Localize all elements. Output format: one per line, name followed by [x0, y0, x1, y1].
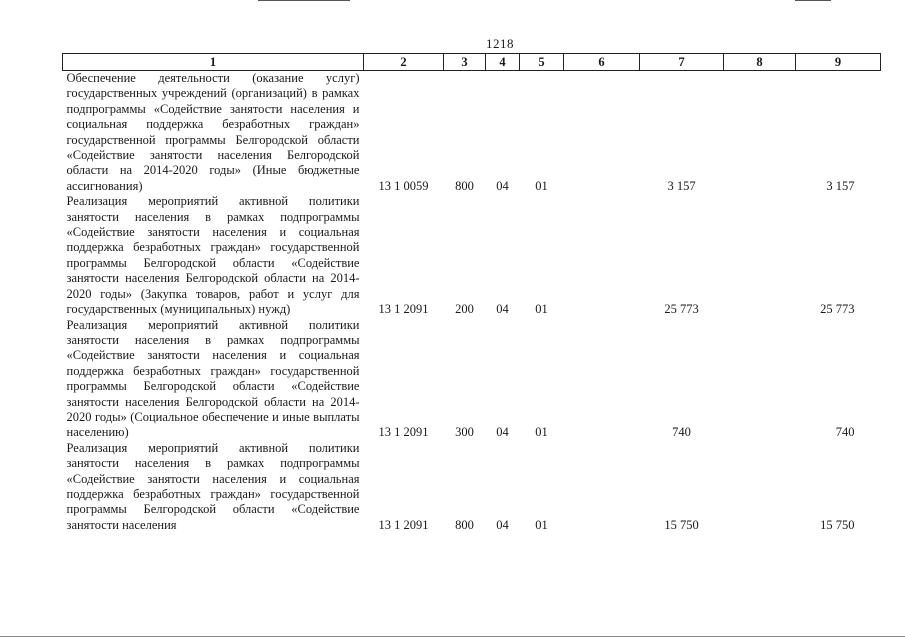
header-col-9: 9: [796, 54, 881, 71]
row-section: 04: [496, 302, 509, 317]
row-subsection: 01: [535, 517, 548, 532]
table-row: [63, 318, 881, 441]
budget-table: [62, 53, 881, 533]
header-col-1: 1: [63, 54, 364, 71]
row-col9: 25 773: [820, 302, 855, 317]
row-col7: 740: [672, 425, 691, 440]
row-col9: 3 157: [826, 178, 855, 193]
row-expense-type: 200: [455, 302, 474, 317]
scan-mark-top-left: [258, 0, 350, 1]
table-row: [63, 71, 881, 195]
header-col-5: 5: [520, 54, 564, 71]
page-number: 1218: [486, 36, 514, 51]
row-subsection: 01: [535, 425, 548, 440]
row-expense-type: 300: [455, 425, 474, 440]
scan-mark-bottom: [0, 636, 905, 637]
row-section: 04: [496, 517, 509, 532]
scan-mark-top-right: [795, 0, 831, 1]
table-header-row: [63, 54, 881, 71]
header-col-3: 3: [444, 54, 486, 71]
row-section: 04: [496, 178, 509, 193]
table-row: [63, 194, 881, 317]
row-col7: 25 773: [664, 302, 699, 317]
row-description: Реализация мероприятий активной политики занятости населения в рамках подпрограммы «Содействие занятости населения и социальная поддержка безработных граждан» государственной программы Белгородской области «Содействие занятости населения Белгородской области на 2014-2020 годы» (Закупка товаров, работ и услуг для государственных (муниципальных) нужд): [66, 194, 360, 317]
row-col7: 15 750: [664, 517, 699, 532]
table-row: [63, 441, 881, 533]
row-section: 04: [496, 425, 509, 440]
row-target-code: 13 1 2091: [378, 302, 429, 317]
row-subsection: 01: [535, 302, 548, 317]
row-description: Реализация мероприятий активной политики занятости населения в рамках подпрограммы «Содействие занятости населения и социальная поддержка безработных граждан» государственной программы Белгородской области «Содействие занятости населения Белгородской области на 2014-2020 годы» (Социальное обеспечение и иные выплаты населению): [66, 317, 360, 440]
row-col6: [564, 71, 640, 195]
row-col9: 15 750: [820, 517, 855, 532]
row-description: Обеспечение деятельности (оказание услуг) государственных учреждений (организаций) в рамках подпрограммы «Содействие занятости населения и социальная поддержка безработных граждан» государственной программы Белгородской области «Содействие занятости населения Белгородской области на 2014-2020 годы» (Иные бюджетные ассигнования): [66, 71, 360, 193]
row-col6: [564, 441, 640, 533]
row-expense-type: 800: [455, 178, 474, 193]
row-col7: 3 157: [667, 178, 696, 193]
row-description: Реализация мероприятий активной политики занятости населения в рамках подпрограммы «Содействие занятости населения и социальная поддержка безработных граждан» государственной программы Белгородской области «Содействие занятости населения: [66, 440, 360, 532]
row-subsection: 01: [535, 178, 548, 193]
row-target-code: 13 1 0059: [378, 178, 429, 193]
row-col8: [724, 441, 796, 533]
header-col-8: 8: [724, 54, 796, 71]
row-col6: [564, 318, 640, 441]
header-col-6: 6: [564, 54, 640, 71]
row-col6: [564, 194, 640, 317]
row-target-code: 13 1 2091: [378, 517, 429, 532]
header-col-4: 4: [486, 54, 520, 71]
row-expense-type: 800: [455, 517, 474, 532]
row-col8: [724, 71, 796, 195]
row-col9: 740: [835, 425, 855, 440]
header-col-7: 7: [640, 54, 724, 71]
row-col8: [724, 318, 796, 441]
row-col8: [724, 194, 796, 317]
header-col-2: 2: [364, 54, 444, 71]
row-target-code: 13 1 2091: [378, 425, 429, 440]
